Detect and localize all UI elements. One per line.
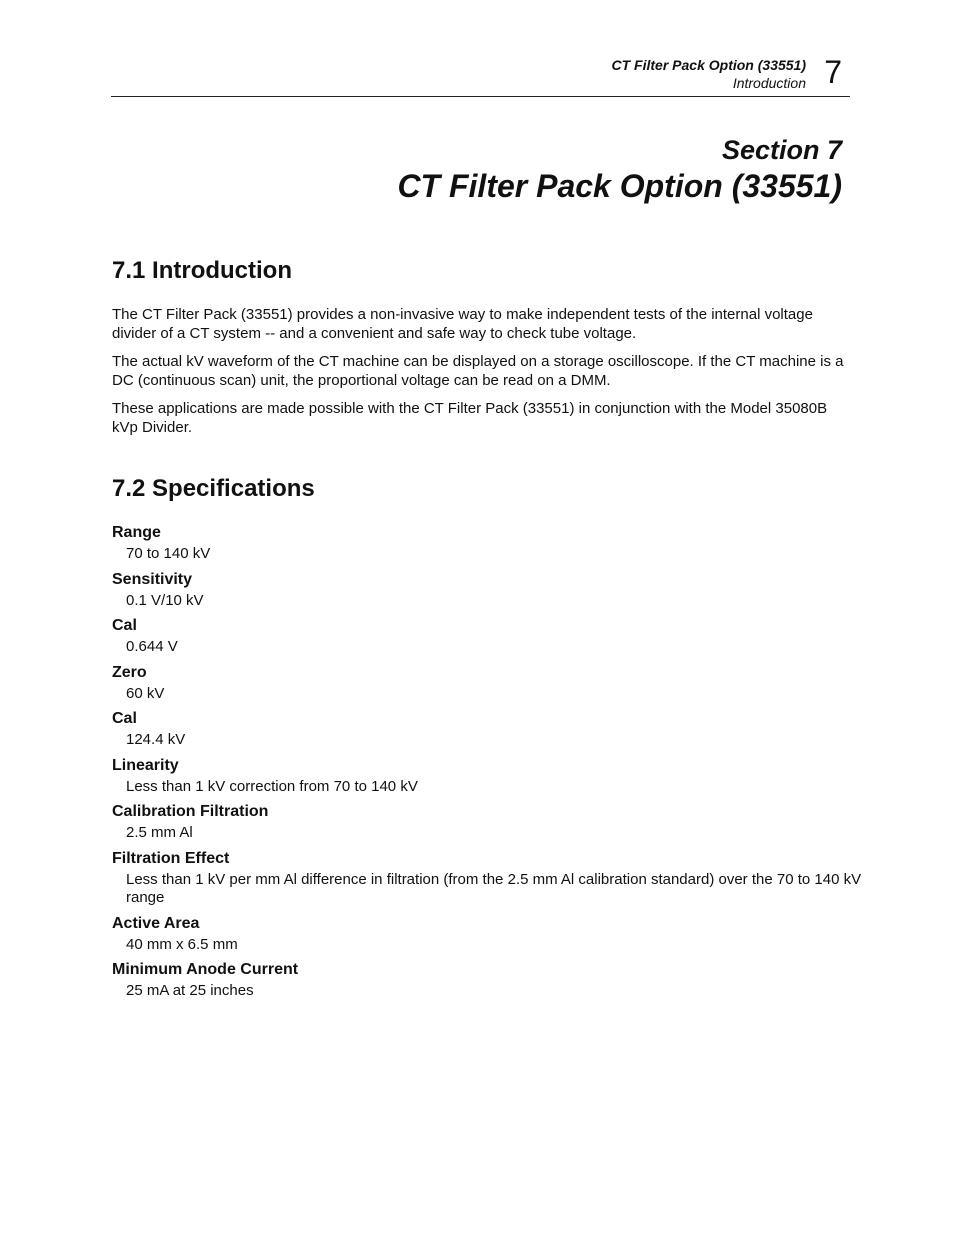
section-title: CT Filter Pack Option (33551) xyxy=(397,168,842,204)
running-header-title: CT Filter Pack Option (33551) xyxy=(611,57,806,73)
spec-item-cal xyxy=(112,616,872,657)
spec-value: 40 mm x 6.5 mm xyxy=(126,935,238,953)
spec-label: Filtration Effect xyxy=(112,849,230,867)
spec-value: 25 mA at 25 inches xyxy=(126,982,254,999)
spec-label: Zero xyxy=(112,663,147,681)
page-number: 7 xyxy=(824,54,842,90)
spec-value: Less than 1 kV correction from 70 to 140 kV xyxy=(126,777,418,795)
spec-value: 2.5 mm Al xyxy=(126,824,193,841)
spec-label: Linearity xyxy=(112,756,179,774)
spec-label: Active Area xyxy=(112,914,200,932)
spec-label: Calibration Filtration xyxy=(112,803,269,820)
spec-value: 0.644 V xyxy=(126,638,178,655)
spec-label: Range xyxy=(112,524,161,541)
spec-item-active-area xyxy=(112,914,872,955)
running-header-text xyxy=(612,56,807,92)
spec-label: Cal xyxy=(112,710,137,727)
spec-value: 0.1 V/10 kV xyxy=(126,591,204,609)
spec-label: Cal xyxy=(112,617,137,634)
spec-item-sensitivity xyxy=(112,570,872,611)
spec-label: Sensitivity xyxy=(112,570,193,588)
spec-value: 124.4 kV xyxy=(126,731,186,748)
section-label: Section 7 xyxy=(721,135,842,165)
spec-label: Minimum Anode Current xyxy=(112,961,299,978)
section-heading xyxy=(397,133,842,205)
running-header xyxy=(111,52,850,97)
spec-item-minimum-anode-current xyxy=(112,960,872,1001)
spec-item-linearity xyxy=(112,756,872,797)
specifications-list xyxy=(112,523,872,1001)
intro-paragraph-2: The actual kV waveform of the CT machine can be displayed on a storage oscilloscope. If the CT machine is a DC (continuous scan) unit, the proportional voltage can be read on a DMM. xyxy=(112,353,844,389)
spec-item-calibration-filtration xyxy=(112,802,872,843)
running-header-subtitle: Introduction xyxy=(732,75,806,91)
main-content xyxy=(112,254,872,1007)
intro-paragraph-3: These applications are made possible with the CT Filter Pack (33551) in conjunction with the Model 35080B kVp Divider. xyxy=(112,400,828,436)
spec-item-range xyxy=(112,523,872,564)
intro-paragraph-1: The CT Filter Pack (33551) provides a non-invasive way to make independent tests of the internal voltage divider of a CT system -- and a convenient and safe way to check tube voltage. xyxy=(112,306,813,342)
specifications-heading: 7.2 Specifications xyxy=(112,475,315,502)
spec-item-cal-kv xyxy=(112,709,872,750)
spec-value: Less than 1 kV per mm Al difference in filtration (from the 2.5 mm Al calibration standard) over the 70 to 140 kV range xyxy=(126,870,862,906)
introduction-heading: 7.1 Introduction xyxy=(112,257,292,284)
spec-item-filtration-effect xyxy=(112,849,872,908)
spec-value: 60 kV xyxy=(126,684,165,702)
spec-item-zero xyxy=(112,663,872,704)
spec-value: 70 to 140 kV xyxy=(126,545,211,562)
